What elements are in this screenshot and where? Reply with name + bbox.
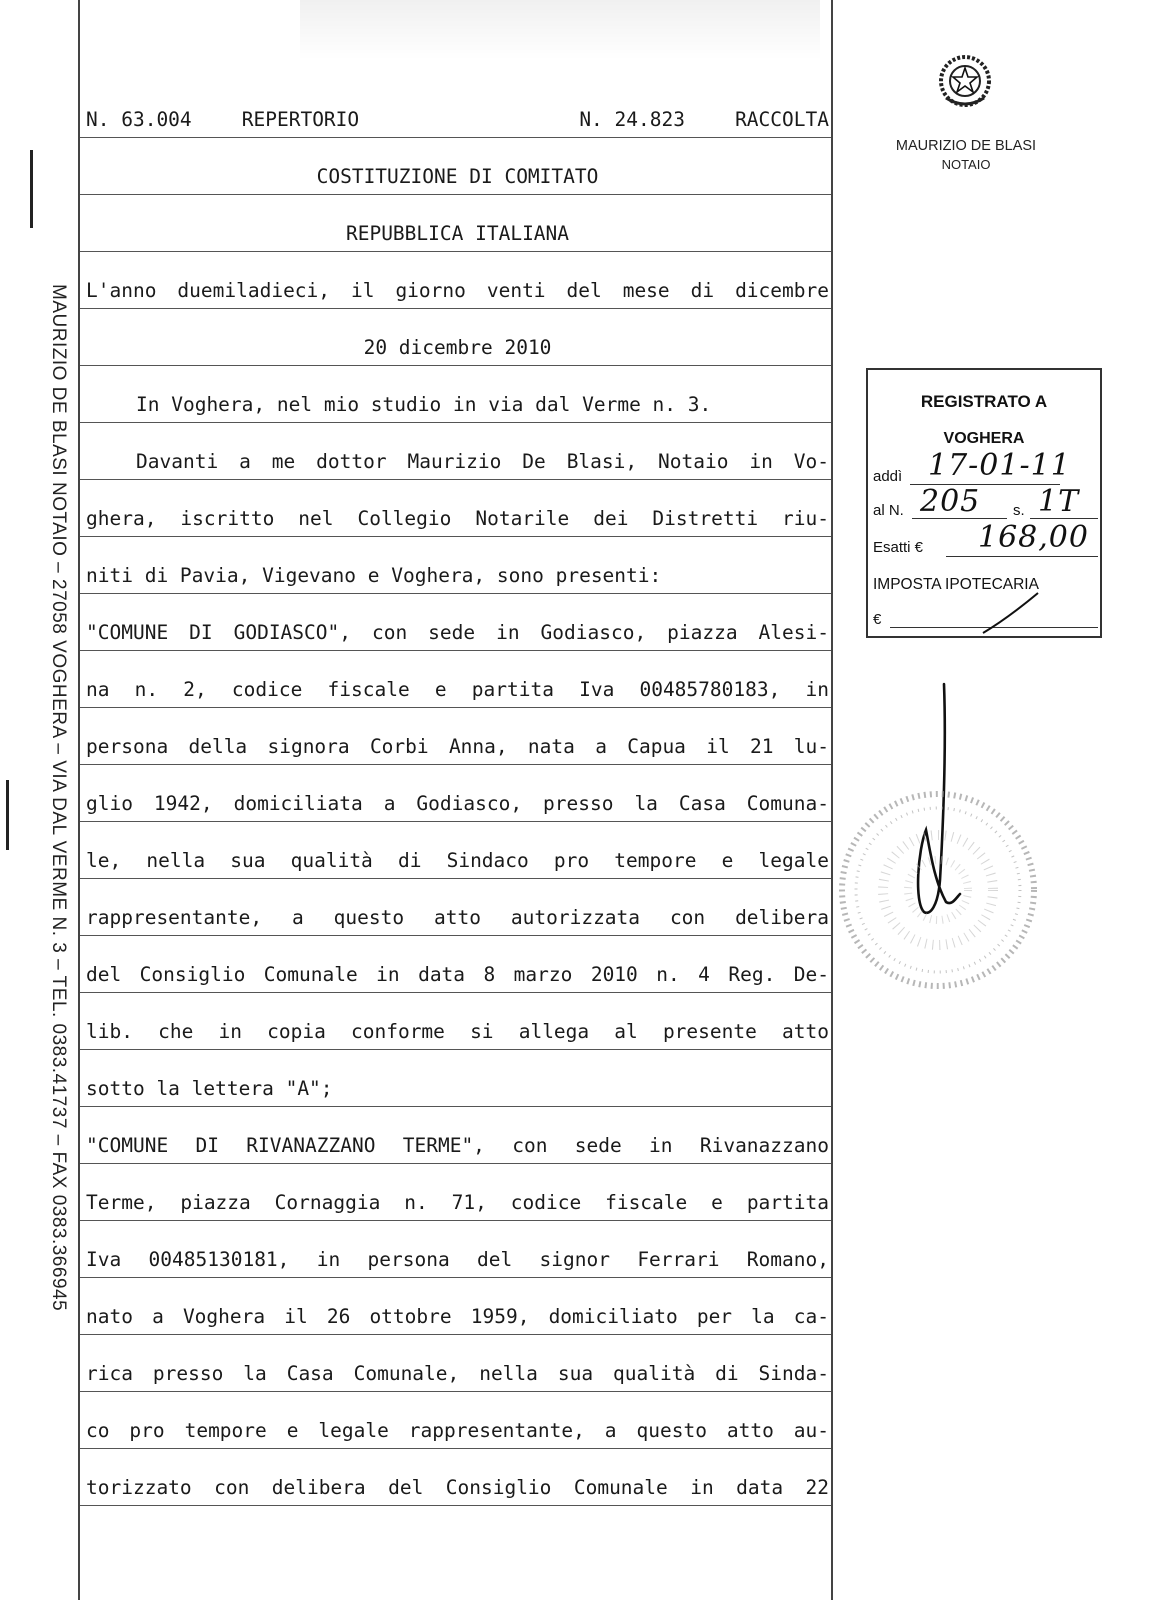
deed-date: 20 dicembre 2010 — [80, 309, 831, 366]
deed-line: lib. che in copia conforme si allega al presente atto — [80, 993, 831, 1050]
republic-heading: REPUBBLICA ITALIANA — [80, 195, 831, 252]
deed-line: co pro tempore e legale rappresentante, a questo atto au- — [80, 1392, 831, 1449]
stamp-series-value: 1T — [1038, 484, 1080, 519]
margin-mark — [6, 780, 9, 850]
side-imprint-text: MAURIZIO DE BLASI NOTAIO – 27058 VOGHERA – VIA DAL VERME N. 3 – TEL. 0383.41737 – FAX 0383.366945 — [48, 284, 69, 1312]
deed-line: "COMUNE DI RIVANAZZANO TERME", con sede in Rivanazzano — [80, 1107, 831, 1164]
deed-line: ghera, iscritto nel Collegio Notarile dei Distretti riu- — [80, 480, 831, 537]
stamp-cancel-stroke — [978, 588, 1048, 638]
deed-line: nato a Voghera il 26 ottobre 1959, domiciliato per la ca- — [80, 1278, 831, 1335]
side-imprint — [47, 284, 69, 1584]
deed-header — [80, 92, 831, 138]
deed-line: del Consiglio Comunale in data 8 marzo 2010 n. 4 Reg. De- — [80, 936, 831, 993]
repertorio-label: REPERTORIO — [241, 107, 360, 131]
deed-line: In Voghera, nel mio studio in via dal Verme n. 3. — [80, 366, 831, 423]
stamp-tax-label: IMPOSTA IPOTECARIA — [873, 576, 1039, 593]
stamp-office: VOGHERA — [943, 430, 1025, 447]
deed-line: na n. 2, codice fiscale e partita Iva 00485780183, in — [80, 651, 831, 708]
registration-stamp — [866, 368, 1102, 638]
deed-line: persona della signora Corbi Anna, nata a Capua il 21 lu- — [80, 708, 831, 765]
deed-line: Iva 00485130181, in persona del signor Ferrari Romano, — [80, 1221, 831, 1278]
stamp-euro-label: € — [873, 611, 882, 628]
stamp-date-value: 17-01-11 — [928, 448, 1071, 483]
repertorio-number: N. 63.004 — [86, 107, 192, 131]
deed-line: glio 1942, domiciliata a Godiasco, presso la Casa Comuna- — [80, 765, 831, 822]
deed-line: le, nella sua qualità di Sindaco pro tempore e legale — [80, 822, 831, 879]
scan-shadow — [300, 0, 820, 60]
deed-body — [80, 92, 831, 1506]
stamp-series-label: s. — [1013, 502, 1025, 519]
margin-mark — [30, 150, 33, 228]
deed-line: Terme, piazza Cornaggia n. 71, codice fiscale e partita — [80, 1164, 831, 1221]
deed-line: L'anno duemiladieci, il giorno venti del mese di dicembre — [80, 252, 831, 309]
stamp-date-label: addì — [873, 468, 903, 485]
notary-role: NOTAIO — [941, 157, 991, 172]
deed-line: rappresentante, a questo atto autorizzata con delibera — [80, 879, 831, 936]
deed-line: rica presso la Casa Comunale, nella sua qualità di Sinda- — [80, 1335, 831, 1392]
deed-title: COSTITUZIONE DI COMITATO — [80, 138, 831, 195]
deed-line: "COMUNE DI GODIASCO", con sede in Godiasco, piazza Alesi- — [80, 594, 831, 651]
notary-name: MAURIZIO DE BLASI — [895, 138, 1037, 154]
deed-line: Davanti a me dottor Maurizio De Blasi, Notaio in Vo- — [80, 423, 831, 480]
stamp-title: REGISTRATO A — [920, 392, 1048, 411]
stamp-paid-value: 168,00 — [978, 520, 1089, 555]
stamp-paid-label: Esatti € — [873, 539, 924, 556]
deed-line: torizzato con delibera del Consiglio Comunale in data 22 — [80, 1449, 831, 1506]
deed-line: niti di Pavia, Vigevano e Voghera, sono presenti: — [80, 537, 831, 594]
raccolta-label: RACCOLTA — [735, 107, 829, 131]
raccolta-number: N. 24.823 — [579, 107, 685, 131]
stamp-number-label: al N. — [873, 502, 904, 519]
republic-emblem-icon — [936, 52, 994, 110]
notary-seal — [828, 780, 1048, 1000]
deed-line: sotto la lettera "A"; — [80, 1050, 831, 1107]
stamp-number-value: 205 — [920, 484, 981, 519]
